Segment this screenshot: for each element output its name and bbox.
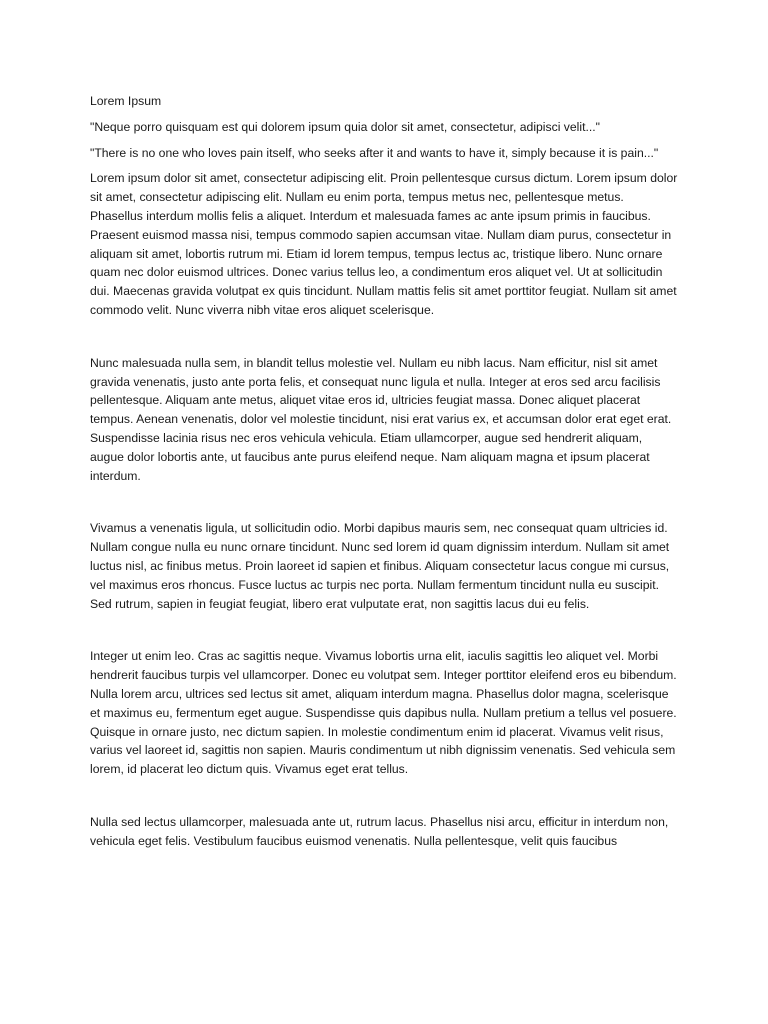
paragraph-5: Nulla sed lectus ullamcorper, malesuada ante ut, rutrum lacus. Phasellus nisi arcu, efficitur in interdum non, vehicula eget felis. Vestibulum faucibus euismod venenatis. Nulla pellentesque, velit quis faucibus <box>90 814 669 848</box>
paragraph-3: Vivamus a venenatis ligula, ut sollicitudin odio. Morbi dapibus mauris sem, nec consequat quam ultricies id. Nullam congue nulla eu nunc ornare tincidunt. Nunc sed lorem id quam dignissim interdum. Nullam sit amet luctus nisl, ac finibus metus. Proin laoreet id sapien et finibus. Aliquam consectetur lacus congue mi cursus, vel maximus eros rhoncus. Fusce luctus ac turpis nec porta. Nullam fermentum tincidunt nulla eu suscipit. Sed rutrum, sapien in feugiat feugiat, libero erat vulputate erat, non sagittis lacus dui eu felis. <box>90 521 670 611</box>
quote-2: "There is no one who loves pain itself, who seeks after it and wants to have it, simply because it is pain..." <box>90 145 659 160</box>
paragraph-4: Integer ut enim leo. Cras ac sagittis neque. Vivamus lobortis urna elit, iaculis sagittis leo aliquet vel. Morbi hendrerit faucibus turpis vel ullamcorper. Donec eu volutpat sem. Integer porttitor eleifend eros eu bibendum. Nulla lorem arcu, ultrices sed lectus sit amet, aliquam interdum magna. Phasellus dolor magna, scelerisque et maximus eu, fermentum eget augue. Suspendisse quis dapibus nulla. Nullam pretium a tellus vel posuere. Quisque in ornare justo, nec dictum sapien. In molestie condimentum enim id placerat. Vivamus velit risus, varius vel laoreet id, sagittis non sapien. Mauris condimentum ut nibh dignissim venenatis. Sed vehicula sem lorem, id placerat leo dictum quis. Vivamus eget erat tellus. <box>90 649 677 777</box>
document-title: Lorem Ipsum <box>90 94 162 108</box>
document-page <box>90 92 678 885</box>
paragraph-2: Nunc malesuada nulla sem, in blandit tellus molestie vel. Nullam eu nibh lacus. Nam efficitur, nisl sit amet gravida venenatis, justo ante porta felis, et consequat nunc ligula et nulla. Integer at eros sed arcu facilisis pellentesque. Aliquam ante metus, aliquet vitae eros id, ultricies feugiat massa. Donec aliquet placerat tempus. Aenean venenatis, dolor vel molestie tincidunt, nisi erat varius ex, et accumsan dolor erat eget erat. Suspendisse lacinia risus nec eros vehicula vehicula. Etiam ullamcorper, augue sed hendrerit aliquam, augue dolor lobortis ante, ut faucibus ante purus eleifend neque. Nam aliquam magna et ipsum placerat interdum. <box>90 355 672 483</box>
quote-1: "Neque porro quisquam est qui dolorem ipsum quia dolor sit amet, consectetur, adipisci velit..." <box>90 119 600 134</box>
paragraph-1: Lorem ipsum dolor sit amet, consectetur adipiscing elit. Proin pellentesque cursus dictum. Lorem ipsum dolor sit amet, consectetur adipiscing elit. Nullam eu enim porta, tempus metus nec, pellentesque metus. Phasellus interdum mollis felis a aliquet. Interdum et malesuada fames ac ante ipsum primis in faucibus. Praesent euismod massa nisi, tempus commodo sapien accumsan vitae. Nullam diam purus, consectetur in aliquam sit amet, lobortis rutrum mi. Etiam id lorem tempus, tempus lectus ac, tristique libero. Nunc ornare quam nec dolor euismod ultrices. Donec varius tellus leo, a condimentum eros aliquet vel. Ut at sollicitudin dui. Maecenas gravida volutpat ex quis tincidunt. Nullam mattis felis sit amet porttitor feugiat. Nullam sit amet commodo velit. Nunc viverra nibh vitae eros aliquet scelerisque. <box>90 171 678 317</box>
